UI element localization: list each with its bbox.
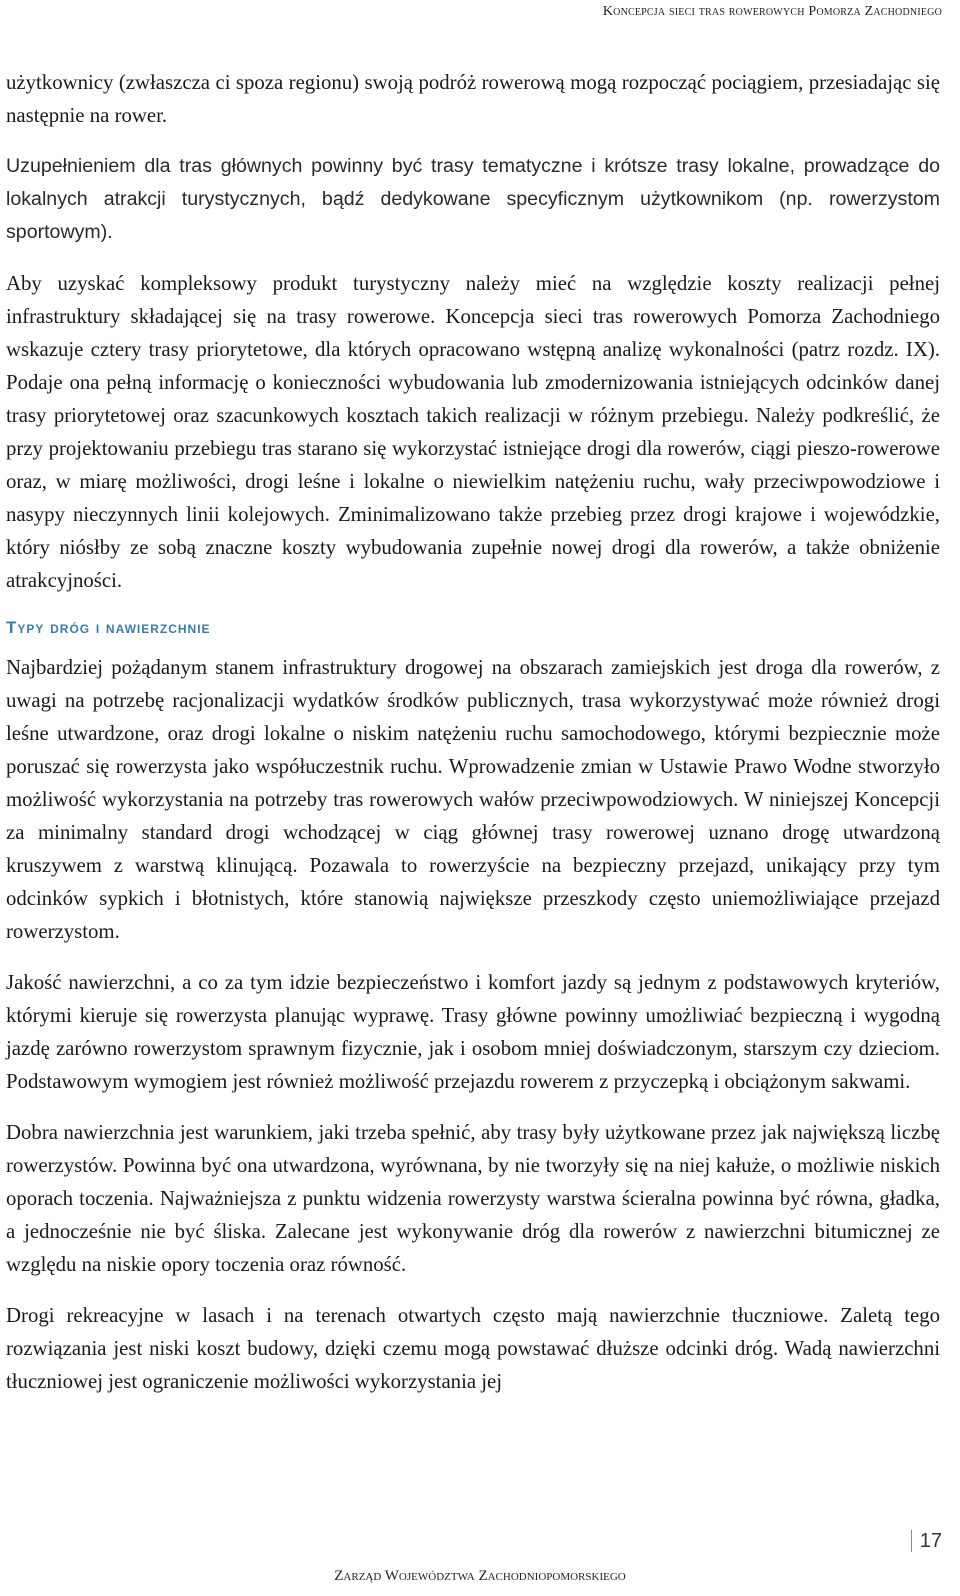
paragraph-road-standard: Najbardziej pożądanym stanem infrastruktury drogowej na obszarach zamiejskich jest droga dla rowerów, z uwagi na potrzebę racjonalizacji wydatków środków publicznych, trasa wykorzystywać może również drogi leśne utwardzone, oraz drogi lokalne o niskim natężeniu ruchu samochodowego, którymi bezpiecznie może poruszać się rowerzysta jako współuczestnik ruchu. Wprowadzenie zmian w Ustawie Prawo Wodne stworzyło możliwość wykorzystania na potrzeby tras rowerowych wałów przeciwpowodziowych. W niniejszej Koncepcji za minimalny standard drogi wchodzącej w ciąg głównej trasy rowerowej uznano drogę utwardzoną kruszywem z warstwą klinującą. Pozawala to rowerzyście na bezpieczny przejazd, unikający przy tym odcinków sypkich i błotnistych, które stanowią największe przeszkody często uniemożliwiające przejazd rowerzystom.	[6, 656, 940, 943]
paragraph-good-surface: Dobra nawierzchnia jest warunkiem, jaki trzeba spełnić, aby trasy były użytkowane przez jak największą liczbę rowerzystów. Powinna być ona utwardzona, wyrównana, by nie tworzyły się na niej kałuże, o możliwie niskich oporach toczenia. Najważniejsza z punktu widzenia rowerzysty warstwa ścieralna powinna być równa, gładka, a jednocześnie nie być śliska. Zalecane jest wykonywanie dróg dla rowerów z nawierzchni bitumicznej ze względu na niskie opory toczenia oraz równość.	[6, 1121, 940, 1276]
paragraph-continuation: użytkownicy (zwłaszcza ci spoza regionu) swoją podróż rowerową mogą rozpocząć pociągiem, przesiadając się następnie na rower.	[6, 71, 940, 127]
paragraph-thematic-routes: Uzupełnieniem dla tras głównych powinny być trasy tematyczne i krótsze trasy lokalne, prowadzące do lokalnych atrakcji turystycznych, bądź dedykowane specyficznym użytkownikom (np. rowerzystom sportowym).	[6, 155, 940, 243]
paragraph-surface-quality: Jakość nawierzchni, a co za tym idzie bezpieczeństwo i komfort jazdy są jednym z podstawowych kryteriów, którymi kieruje się rowerzysta planując wyprawę. Trasy główne powinny umożliwiać bezpieczną i wygodną jazdę zarówno rowerzystom sprawnym fizycznie, jak i osobom mniej doświadczonym, starszym czy dzieciom. Podstawowym wymogiem jest również możliwość przejazdu rowerem z przyczepką i obciążonym sakwami.	[6, 971, 940, 1093]
document-body	[6, 66, 940, 1416]
page-number: 17	[911, 1530, 942, 1552]
running-header: Koncepcja sieci tras rowerowych Pomorza Zachodniego	[602, 4, 942, 19]
paragraph-priority-routes: Aby uzyskać kompleksowy produkt turystyczny należy mieć na względzie koszty realizacji pełnej infrastruktury składającej się na trasy rowerowe. Koncepcja sieci tras rowerowych Pomorza Zachodniego wskazuje cztery trasy priorytetowe, dla których opracowano wstępną analizę wykonalności (patrz rozdz. IX). Podaje ona pełną informację o konieczności wybudowania lub zmodernizowania istniejących odcinków danej trasy priorytetowej oraz szacunkowych kosztach takich realizacji w różnym przebiegu. Należy podkreślić, że przy projektowaniu przebiegu tras starano się wykorzystać istniejące drogi dla rowerów, ciągi pieszo-rowerowe oraz, w miarę możliwości, drogi leśne i lokalne o niewielkim natężeniu ruchu, wały przeciwpowodziowe i nasypy nieczynnych linii kolejowych. Zminimalizowano także przebieg przez drogi krajowe i wojewódzkie, który niósłby ze sobą znaczne koszty wybudowania zupełnie nowej drogi dla rowerów, a także obniżenie atrakcyjności.	[6, 272, 940, 592]
section-heading: Typy dróg i nawierzchnie	[6, 618, 211, 637]
running-footer: Zarząd Województwa Zachodniopomorskiego	[334, 1568, 626, 1584]
paragraph-recreational-roads: Drogi rekreacyjne w lasach i na terenach otwartych często mają nawierzchnie tłuczniowe. Zaletą tego rozwiązania jest niski koszt budowy, dzięki czemu mogą powstawać dłuższe odcinki dróg. Wadą nawierzchni tłuczniowej jest ograniczenie możliwości wykorzystania jej	[6, 1304, 940, 1393]
